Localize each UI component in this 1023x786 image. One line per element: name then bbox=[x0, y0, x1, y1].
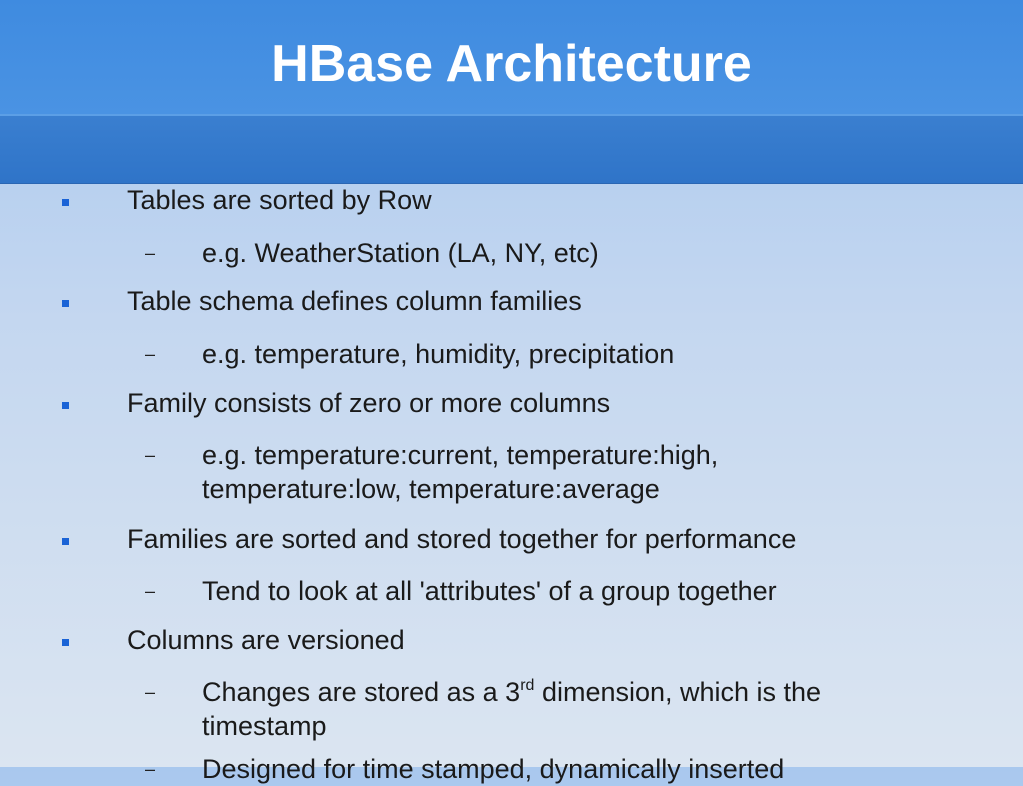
sub-bullet-item: e.g. temperature:current, temperature:high, temperature:low, temperature:average bbox=[202, 440, 719, 504]
sub-bullet-item: e.g. temperature, humidity, precipitation bbox=[202, 339, 675, 369]
bullet-item: Tables are sorted by Row bbox=[127, 185, 432, 215]
bullet-square-icon bbox=[62, 199, 69, 206]
sub-bullet-text-before: Changes are stored as a 3 bbox=[202, 677, 521, 707]
bullet-square-icon bbox=[62, 402, 69, 409]
bullet-square-icon bbox=[62, 300, 69, 307]
sub-bullet-dash: – bbox=[145, 344, 156, 364]
sub-bullet-text-after: dimension, which is the timestamp bbox=[202, 677, 822, 741]
bullet-item: Table schema defines column families bbox=[127, 286, 582, 316]
sub-bullet-dash: – bbox=[145, 759, 156, 779]
sub-bullet-dash: – bbox=[145, 445, 156, 465]
bullet-item: Columns are versioned bbox=[127, 625, 405, 655]
sub-bullet-dash: – bbox=[145, 243, 156, 263]
bullet-square-icon bbox=[62, 639, 69, 646]
sub-bullet-item: Tend to look at all 'attributes' of a group together bbox=[202, 576, 777, 606]
sub-bullet-item: e.g. WeatherStation (LA, NY, etc) bbox=[202, 238, 599, 268]
bullet-item: Family consists of zero or more columns bbox=[127, 388, 611, 418]
sub-bullet-item: Designed for time stamped, dynamically inserted bbox=[202, 754, 785, 784]
superscript-rd: rd bbox=[520, 677, 535, 694]
sub-bullet-dash: – bbox=[145, 682, 156, 702]
slide-title: HBase Architecture bbox=[271, 35, 752, 93]
sub-bullet-item bbox=[202, 675, 922, 743]
bullet-item: Families are sorted and stored together for performance bbox=[127, 524, 797, 554]
sub-bullet-dash: – bbox=[145, 581, 156, 601]
bullet-square-icon bbox=[62, 538, 69, 545]
